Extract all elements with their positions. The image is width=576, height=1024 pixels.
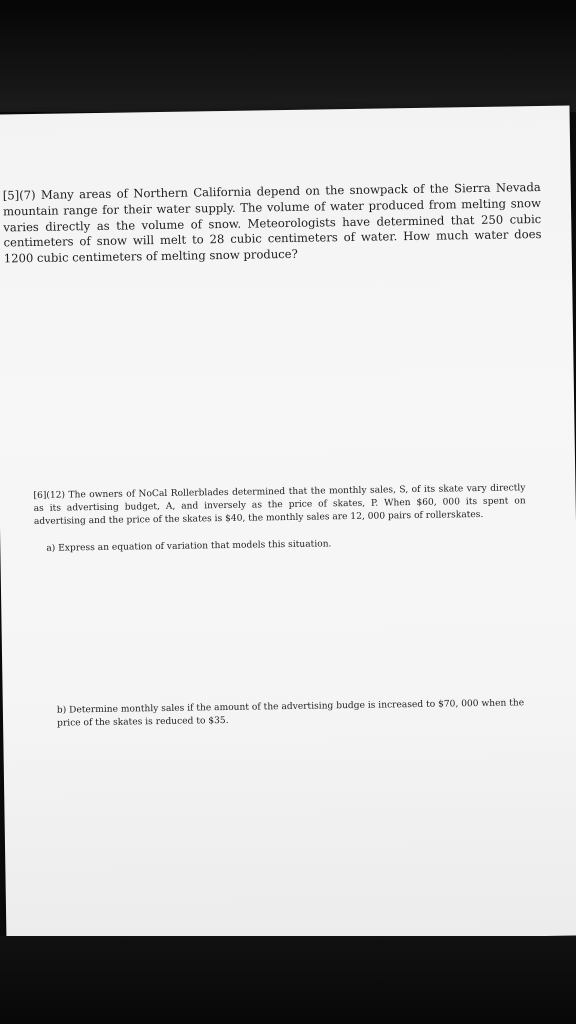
- problem-6-part-a: a) Express an equation of variation that models this situation.: [46, 539, 332, 554]
- problem-5-text: [5](7) Many areas of Northern California depend on the snowpack of the Sierra Nevada mountain range for their water supply. The volume of water produced from melting snow varies directly as the volume of snow. Meteorologists have determined that 250 cubic centimeters of snow will melt to 28 cubic centimeters of water. How much water does 1200 cubic centimeters of melting snow produce?: [2, 179, 542, 266]
- problem-6-part-b: b) Determine monthly sales if the amount of the advertising budge is increased to $70, 000 when the price of the skates is reduced to $35.: [56, 698, 525, 729]
- problem-6-text: [6](12) The owners of NoCal Rollerblades determined that the monthly sales, S, of its skate vary directly as its advertising budget, A, and inversely as the price of skates, P. When $60, 000 its spent on advertising and the price of the skates is $40, the monthly sales are 12, 000 pairs of rollerskates.: [33, 483, 526, 528]
- background-top: [0, 0, 576, 112]
- background-bottom: [0, 936, 576, 1024]
- worksheet-page: [0, 106, 576, 945]
